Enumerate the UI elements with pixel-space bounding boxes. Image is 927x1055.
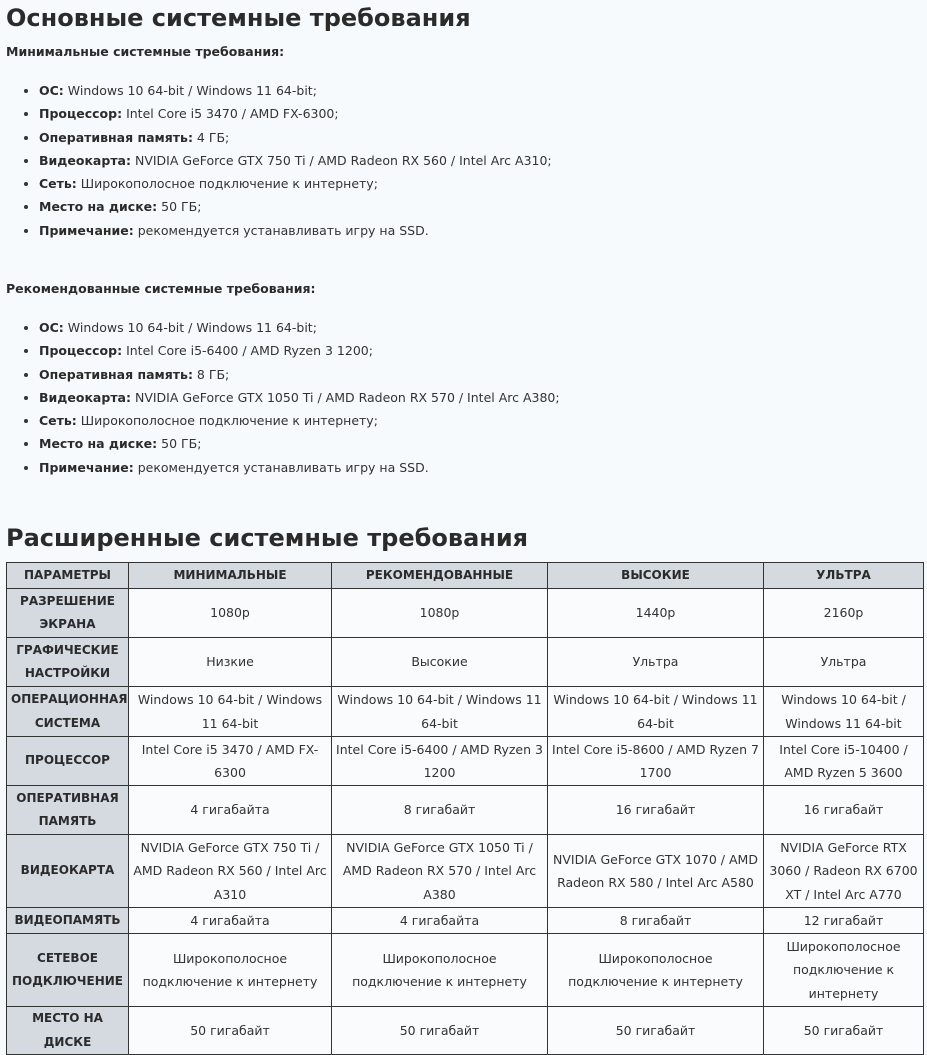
table-cell: Intel Core i5 3470 / AMD FX-6300 xyxy=(129,737,332,786)
header-high: ВЫСОКИЕ xyxy=(548,563,764,589)
table-cell: 50 гигабайт xyxy=(764,1007,924,1055)
row-label: ОПЕРАТИВНАЯ ПАМЯТЬ xyxy=(7,786,129,835)
table-cell: 50 гигабайт xyxy=(332,1007,548,1055)
table-cell: Широкополосное подключение к интернету xyxy=(764,934,924,1007)
table-cell: 50 гигабайт xyxy=(548,1007,764,1055)
table-header-row xyxy=(7,563,924,589)
table-row xyxy=(7,638,924,687)
row-label: МЕСТО НА ДИСКЕ xyxy=(7,1007,129,1055)
table-cell: 1080p xyxy=(129,589,332,638)
row-label: ГРАФИЧЕСКИЕ НАСТРОЙКИ xyxy=(7,638,129,687)
table-cell: Низкие xyxy=(129,638,332,687)
minimum-requirements-title: Минимальные системные требования: xyxy=(6,44,285,59)
table-row xyxy=(7,737,924,786)
table-cell: NVIDIA GeForce GTX 1070 / AMD Radeon RX 580 / Intel Arc A580 xyxy=(548,835,764,908)
table-cell: 8 гигабайт xyxy=(548,908,764,934)
list-item: • Оперативная память: 4 ГБ; xyxy=(39,126,552,149)
list-item: • Сеть: Широкополосное подключение к интернету; xyxy=(39,409,560,432)
list-item: • Оперативная память: 8 ГБ; xyxy=(39,363,560,386)
header-ultra: УЛЬТРА xyxy=(764,563,924,589)
table-cell: 2160p xyxy=(764,589,924,638)
table-cell: NVIDIA GeForce GTX 750 Ti / AMD Radeon RX 560 / Intel Arc A310 xyxy=(129,835,332,908)
extended-requirements-table xyxy=(6,562,924,1055)
row-label: ПРОЦЕССОР xyxy=(7,737,129,786)
table-cell: 1440p xyxy=(548,589,764,638)
table-cell: NVIDIA GeForce GTX 1050 Ti / AMD Radeon RX 570 / Intel Arc A380 xyxy=(332,835,548,908)
table-cell: 4 гигабайта xyxy=(332,908,548,934)
table-cell: Широкополосное подключение к интернету xyxy=(548,934,764,1007)
header-parameters: ПАРАМЕТРЫ xyxy=(7,563,129,589)
table-cell: Intel Core i5-8600 / AMD Ryzen 7 1700 xyxy=(548,737,764,786)
list-item: • Примечание: рекомендуется устанавливать игру на SSD. xyxy=(39,219,552,242)
table-cell: NVIDIA GeForce RTX 3060 / Radeon RX 6700 XT / Intel Arc A770 xyxy=(764,835,924,908)
table-cell: Windows 10 64-bit / Windows 11 64-bit xyxy=(764,687,924,737)
table-row xyxy=(7,835,924,908)
table-row xyxy=(7,786,924,835)
table-row xyxy=(7,589,924,638)
table-cell: 1080p xyxy=(332,589,548,638)
table-cell: Windows 10 64-bit / Windows 11 64-bit xyxy=(548,687,764,737)
table-cell: Intel Core i5-10400 / AMD Ryzen 5 3600 xyxy=(764,737,924,786)
table-cell: 4 гигабайта xyxy=(129,908,332,934)
extended-requirements-heading: Расширенные системные требования xyxy=(6,524,529,552)
row-label: СЕТЕВОЕ ПОДКЛЮЧЕНИЕ xyxy=(7,934,129,1007)
table-cell: Ультра xyxy=(548,638,764,687)
table-cell: Широкополосное подключение к интернету xyxy=(332,934,548,1007)
list-item: • Процессор: Intel Core i5 3470 / AMD FX-6300; xyxy=(39,102,552,125)
table-cell: 12 гигабайт xyxy=(764,908,924,934)
table-cell: Ультра xyxy=(764,638,924,687)
table-cell: 16 гигабайт xyxy=(548,786,764,835)
table-cell: 50 гигабайт xyxy=(129,1007,332,1055)
recommended-requirements-title: Рекомендованные системные требования: xyxy=(6,281,316,296)
table-row xyxy=(7,1007,924,1055)
row-label: ВИДЕОКАРТА xyxy=(7,835,129,908)
list-item: • ОС: Windows 10 64-bit / Windows 11 64-bit; xyxy=(39,316,560,339)
list-item: • Место на диске: 50 ГБ; xyxy=(39,432,560,455)
list-item: • ОС: Windows 10 64-bit / Windows 11 64-bit; xyxy=(39,79,552,102)
row-label: ВИДЕОПАМЯТЬ xyxy=(7,908,129,934)
recommended-requirements-list xyxy=(0,316,560,479)
table-cell: Windows 10 64-bit / Windows 11 64-bit xyxy=(129,687,332,737)
list-item: • Место на диске: 50 ГБ; xyxy=(39,195,552,218)
table-cell: 4 гигабайта xyxy=(129,786,332,835)
list-item: • Примечание: рекомендуется устанавливать игру на SSD. xyxy=(39,456,560,479)
row-label: РАЗРЕШЕНИЕ ЭКРАНА xyxy=(7,589,129,638)
table-row xyxy=(7,687,924,737)
table-row xyxy=(7,908,924,934)
table-row xyxy=(7,934,924,1007)
table-cell: Windows 10 64-bit / Windows 11 64-bit xyxy=(332,687,548,737)
list-item: • Видеокарта: NVIDIA GeForce GTX 750 Ti / AMD Radeon RX 560 / Intel Arc A310; xyxy=(39,149,552,172)
list-item: • Видеокарта: NVIDIA GeForce GTX 1050 Ti / AMD Radeon RX 570 / Intel Arc A380; xyxy=(39,386,560,409)
table-cell: 8 гигабайт xyxy=(332,786,548,835)
row-label: ОПЕРАЦИОННАЯ СИСТЕМА xyxy=(7,687,129,737)
basic-requirements-heading: Основные системные требования xyxy=(6,4,471,32)
table-cell: 16 гигабайт xyxy=(764,786,924,835)
header-recommended: РЕКОМЕНДОВАННЫЕ xyxy=(332,563,548,589)
list-item: • Процессор: Intel Core i5-6400 / AMD Ryzen 3 1200; xyxy=(39,339,560,362)
minimum-requirements-list xyxy=(0,79,552,242)
table-cell: Intel Core i5-6400 / AMD Ryzen 3 1200 xyxy=(332,737,548,786)
table-cell: Высокие xyxy=(332,638,548,687)
table-cell: Широкополосное подключение к интернету xyxy=(129,934,332,1007)
header-minimum: МИНИМАЛЬНЫЕ xyxy=(129,563,332,589)
list-item: • Сеть: Широкополосное подключение к интернету; xyxy=(39,172,552,195)
